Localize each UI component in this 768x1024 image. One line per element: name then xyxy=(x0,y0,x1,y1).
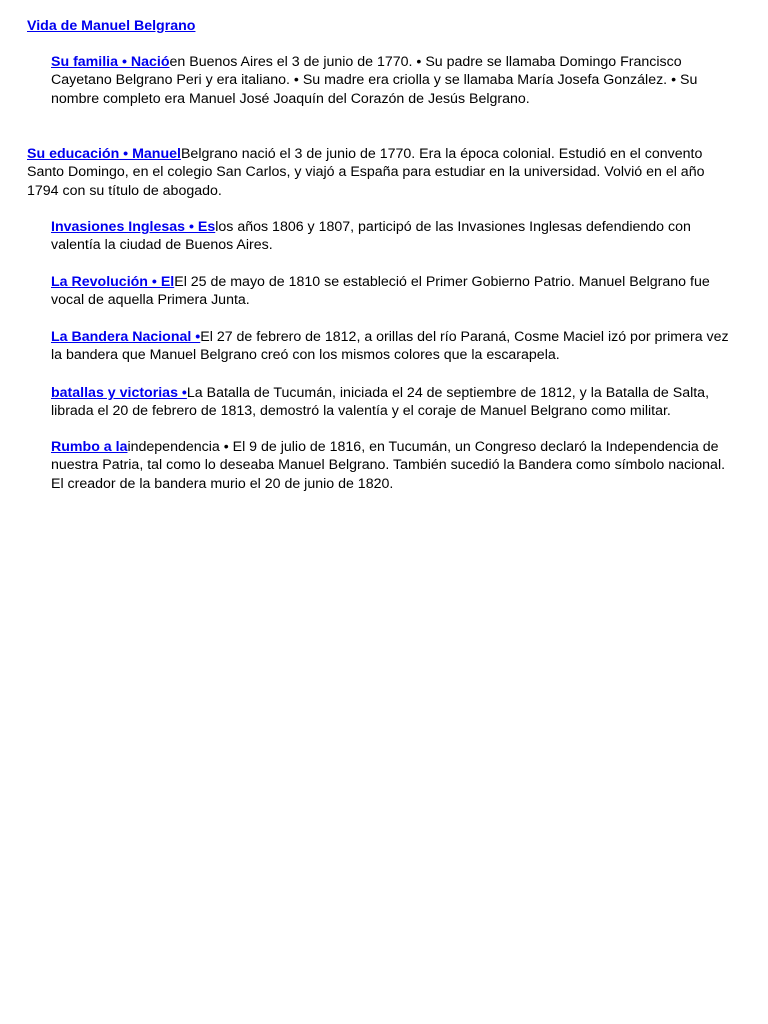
section-educacion-text: Belgrano nació el 3 de junio de 1770. Era la época colonial. Estudió en el convento Santo Domingo, en el colegio San Carlos, y viajó a España para estudiar en la universidad. Volvió en el año 1794 con su título de abogado. xyxy=(27,146,705,199)
section-familia-text: en Buenos Aires el 3 de junio de 1770. • Su padre se llamaba Domingo Francisco Cayetano Belgrano Peri y era italiano. • Su madre era criolla y se llamaba María Josefa González. • Su nombre completo era Manuel José Joaquín del Corazón de Jesús Belgrano. xyxy=(51,54,698,107)
section-revolucion xyxy=(51,273,729,310)
section-educacion-link[interactable]: Su educación • Manuel xyxy=(27,146,181,162)
section-invasiones-link[interactable]: Invasiones Inglesas • Es xyxy=(51,219,216,235)
page-title-link[interactable]: Vida de Manuel Belgrano xyxy=(27,18,196,34)
section-invasiones xyxy=(51,218,729,255)
section-bandera-text: El 27 de febrero de 1812, a orillas del río Paraná, Cosme Maciel izó por primera vez la bandera que Manuel Belgrano creó con los mismos colores que la escarapela. xyxy=(51,329,729,364)
section-batallas-link[interactable]: batallas y victorias • xyxy=(51,385,187,401)
section-bandera xyxy=(51,328,729,365)
section-rumbo xyxy=(51,438,729,493)
section-rumbo-link[interactable]: Rumbo a la xyxy=(51,439,128,455)
section-bandera-link[interactable]: La Bandera Nacional • xyxy=(51,329,201,345)
section-batallas-text: La Batalla de Tucumán, iniciada el 24 de septiembre de 1812, y la Batalla de Salta, librada el 20 de febrero de 1813, demostró la valentía y el coraje de Manuel Belgrano como militar. xyxy=(51,385,710,420)
section-batallas xyxy=(51,384,729,421)
section-revolucion-text: El 25 de mayo de 1810 se estableció el Primer Gobierno Patrio. Manuel Belgrano fue vocal de aquella Primera Junta. xyxy=(51,274,710,309)
section-rumbo-text: independencia • El 9 de julio de 1816, en Tucumán, un Congreso declaró la Independencia de nuestra Patria, tal como lo deseaba Manuel Belgrano. También sucedió la Bandera como símbolo nacional. El creador de la bandera murio el 20 de junio de 1820. xyxy=(51,439,726,492)
section-educacion xyxy=(27,145,727,200)
section-invasiones-text: los años 1806 y 1807, participó de las Invasiones Inglesas defendiendo con valentía la ciudad de Buenos Aires. xyxy=(51,219,691,254)
section-familia xyxy=(51,53,729,108)
section-familia-link[interactable]: Su familia • Nació xyxy=(51,54,170,70)
section-revolucion-link[interactable]: La Revolución • El xyxy=(51,274,175,290)
